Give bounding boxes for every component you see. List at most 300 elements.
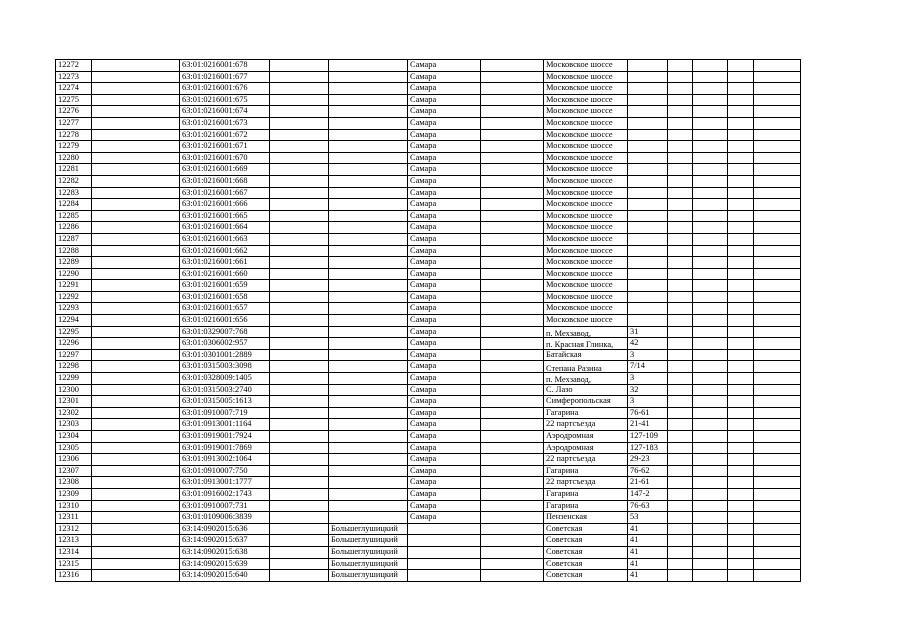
city-name: Самара bbox=[408, 488, 481, 500]
record-number: 12309 bbox=[56, 488, 92, 500]
house-number: 21-41 bbox=[628, 419, 668, 431]
empty-cell bbox=[668, 558, 693, 570]
empty-cell bbox=[481, 431, 544, 443]
empty-cell bbox=[754, 523, 801, 535]
empty-cell bbox=[693, 83, 728, 95]
empty-cell bbox=[481, 546, 544, 558]
empty-cell bbox=[92, 187, 180, 199]
empty-cell bbox=[92, 373, 180, 385]
district-name bbox=[329, 106, 408, 118]
empty-cell bbox=[728, 407, 754, 419]
empty-cell bbox=[728, 187, 754, 199]
house-number: 32 bbox=[628, 384, 668, 396]
house-number bbox=[628, 187, 668, 199]
empty-cell bbox=[693, 396, 728, 408]
empty-cell bbox=[92, 535, 180, 547]
empty-cell bbox=[270, 129, 329, 141]
empty-cell bbox=[668, 175, 693, 187]
cadastral-number: 63:01:0216001:665 bbox=[180, 210, 270, 222]
empty-cell bbox=[270, 338, 329, 350]
empty-cell bbox=[728, 465, 754, 477]
record-number: 12278 bbox=[56, 129, 92, 141]
table-row bbox=[56, 60, 801, 72]
empty-cell bbox=[728, 373, 754, 385]
cadastral-number: 63:01:0315003:2740 bbox=[180, 384, 270, 396]
city-name: Самара bbox=[408, 117, 481, 129]
empty-cell bbox=[668, 94, 693, 106]
empty-cell bbox=[668, 570, 693, 582]
empty-cell bbox=[693, 71, 728, 83]
empty-cell bbox=[693, 338, 728, 350]
empty-cell bbox=[754, 280, 801, 292]
district-name bbox=[329, 199, 408, 211]
cadastral-number: 63:01:0216001:656 bbox=[180, 315, 270, 327]
empty-cell bbox=[668, 233, 693, 245]
empty-cell bbox=[668, 303, 693, 315]
empty-cell bbox=[481, 141, 544, 153]
record-number: 12293 bbox=[56, 303, 92, 315]
empty-cell bbox=[270, 106, 329, 118]
empty-cell bbox=[668, 152, 693, 164]
empty-cell bbox=[728, 419, 754, 431]
empty-cell bbox=[693, 523, 728, 535]
district-name bbox=[329, 280, 408, 292]
cadastral-number: 63:01:0216001:669 bbox=[180, 164, 270, 176]
empty-cell bbox=[728, 222, 754, 234]
street-name: Советская bbox=[544, 535, 628, 547]
empty-cell bbox=[270, 349, 329, 361]
empty-cell bbox=[270, 141, 329, 153]
table-row bbox=[56, 361, 801, 373]
cadastral-number: 63:01:0216001:676 bbox=[180, 83, 270, 95]
city-name: Самара bbox=[408, 407, 481, 419]
empty-cell bbox=[754, 175, 801, 187]
empty-cell bbox=[270, 500, 329, 512]
empty-cell bbox=[92, 419, 180, 431]
district-name bbox=[329, 257, 408, 269]
cadastral-number: 63:01:0216001:672 bbox=[180, 129, 270, 141]
house-number bbox=[628, 199, 668, 211]
empty-cell bbox=[92, 477, 180, 489]
house-number bbox=[628, 164, 668, 176]
district-name bbox=[329, 141, 408, 153]
empty-cell bbox=[754, 117, 801, 129]
street-name: Советская bbox=[544, 523, 628, 535]
empty-cell bbox=[668, 106, 693, 118]
empty-cell bbox=[668, 454, 693, 466]
district-name bbox=[329, 384, 408, 396]
empty-cell bbox=[693, 512, 728, 524]
table-row bbox=[56, 500, 801, 512]
street-name: Советская bbox=[544, 546, 628, 558]
city-name: Самара bbox=[408, 152, 481, 164]
house-number: 7/14 bbox=[628, 361, 668, 373]
city-name: Самара bbox=[408, 500, 481, 512]
empty-cell bbox=[693, 419, 728, 431]
empty-cell bbox=[668, 164, 693, 176]
empty-cell bbox=[728, 488, 754, 500]
city-name bbox=[408, 558, 481, 570]
district-name bbox=[329, 361, 408, 373]
empty-cell bbox=[270, 117, 329, 129]
empty-cell bbox=[270, 315, 329, 327]
record-number: 12290 bbox=[56, 268, 92, 280]
table-row bbox=[56, 280, 801, 292]
empty-cell bbox=[668, 442, 693, 454]
district-name bbox=[329, 152, 408, 164]
empty-cell bbox=[270, 523, 329, 535]
table-row bbox=[56, 431, 801, 443]
empty-cell bbox=[693, 535, 728, 547]
empty-cell bbox=[481, 535, 544, 547]
record-number: 12304 bbox=[56, 431, 92, 443]
street-name: Степана Разина bbox=[544, 361, 628, 373]
city-name: Самара bbox=[408, 233, 481, 245]
empty-cell bbox=[668, 512, 693, 524]
cadastral-number: 63:01:0329007:768 bbox=[180, 326, 270, 338]
empty-cell bbox=[668, 199, 693, 211]
empty-cell bbox=[728, 291, 754, 303]
record-number: 12277 bbox=[56, 117, 92, 129]
empty-cell bbox=[481, 117, 544, 129]
table-row bbox=[56, 465, 801, 477]
house-number bbox=[628, 280, 668, 292]
empty-cell bbox=[481, 71, 544, 83]
cadastral-number: 63:01:0301001:2889 bbox=[180, 349, 270, 361]
empty-cell bbox=[693, 141, 728, 153]
house-number bbox=[628, 222, 668, 234]
empty-cell bbox=[270, 187, 329, 199]
empty-cell bbox=[481, 280, 544, 292]
empty-cell bbox=[728, 349, 754, 361]
city-name: Самара bbox=[408, 164, 481, 176]
empty-cell bbox=[668, 268, 693, 280]
empty-cell bbox=[92, 326, 180, 338]
empty-cell bbox=[92, 141, 180, 153]
empty-cell bbox=[728, 326, 754, 338]
house-number bbox=[628, 141, 668, 153]
street-name: 22 партсъезда bbox=[544, 477, 628, 489]
empty-cell bbox=[693, 570, 728, 582]
empty-cell bbox=[668, 384, 693, 396]
records-table bbox=[55, 59, 801, 582]
cadastral-number: 63:01:0919001:7924 bbox=[180, 431, 270, 443]
cadastral-number: 63:01:0913001:1164 bbox=[180, 419, 270, 431]
empty-cell bbox=[693, 106, 728, 118]
cadastral-number: 63:14:0902015:640 bbox=[180, 570, 270, 582]
empty-cell bbox=[693, 442, 728, 454]
empty-cell bbox=[754, 338, 801, 350]
empty-cell bbox=[481, 315, 544, 327]
district-name bbox=[329, 338, 408, 350]
empty-cell bbox=[693, 117, 728, 129]
empty-cell bbox=[270, 431, 329, 443]
table-row bbox=[56, 152, 801, 164]
cadastral-number: 63:01:0216001:657 bbox=[180, 303, 270, 315]
city-name bbox=[408, 570, 481, 582]
street-name: п. Красная Глинка, bbox=[544, 338, 628, 350]
empty-cell bbox=[92, 303, 180, 315]
street-name: Московское шоссе bbox=[544, 222, 628, 234]
empty-cell bbox=[270, 199, 329, 211]
empty-cell bbox=[754, 558, 801, 570]
empty-cell bbox=[92, 315, 180, 327]
street-name: Гагарина bbox=[544, 465, 628, 477]
table-row bbox=[56, 303, 801, 315]
table-row bbox=[56, 558, 801, 570]
empty-cell bbox=[270, 291, 329, 303]
record-number: 12300 bbox=[56, 384, 92, 396]
cadastral-number: 63:14:0902015:638 bbox=[180, 546, 270, 558]
empty-cell bbox=[728, 442, 754, 454]
table-row bbox=[56, 257, 801, 269]
empty-cell bbox=[481, 222, 544, 234]
empty-cell bbox=[728, 431, 754, 443]
empty-cell bbox=[481, 60, 544, 72]
record-number: 12301 bbox=[56, 396, 92, 408]
empty-cell bbox=[270, 535, 329, 547]
empty-cell bbox=[728, 175, 754, 187]
district-name bbox=[329, 60, 408, 72]
table-row bbox=[56, 106, 801, 118]
empty-cell bbox=[728, 71, 754, 83]
record-number: 12311 bbox=[56, 512, 92, 524]
empty-cell bbox=[92, 338, 180, 350]
empty-cell bbox=[754, 83, 801, 95]
empty-cell bbox=[728, 523, 754, 535]
empty-cell bbox=[693, 500, 728, 512]
empty-cell bbox=[481, 500, 544, 512]
empty-cell bbox=[270, 94, 329, 106]
cadastral-number: 63:01:0913002:1064 bbox=[180, 454, 270, 466]
street-name: Симферопольская bbox=[544, 396, 628, 408]
empty-cell bbox=[754, 199, 801, 211]
empty-cell bbox=[92, 291, 180, 303]
house-number: 41 bbox=[628, 535, 668, 547]
table-body bbox=[56, 60, 801, 582]
empty-cell bbox=[270, 257, 329, 269]
street-name: Московское шоссе bbox=[544, 83, 628, 95]
empty-cell bbox=[754, 488, 801, 500]
street-name: С. Лазо bbox=[544, 384, 628, 396]
district-name bbox=[329, 129, 408, 141]
cadastral-number: 63:01:0109006:3839 bbox=[180, 512, 270, 524]
district-name bbox=[329, 187, 408, 199]
empty-cell bbox=[668, 60, 693, 72]
empty-cell bbox=[668, 326, 693, 338]
street-name: Московское шоссе bbox=[544, 199, 628, 211]
empty-cell bbox=[728, 500, 754, 512]
table-row bbox=[56, 349, 801, 361]
city-name: Самара bbox=[408, 187, 481, 199]
table-row bbox=[56, 396, 801, 408]
table-row bbox=[56, 535, 801, 547]
street-name: Гагарина bbox=[544, 407, 628, 419]
record-number: 12292 bbox=[56, 291, 92, 303]
empty-cell bbox=[693, 152, 728, 164]
house-number bbox=[628, 60, 668, 72]
empty-cell bbox=[481, 396, 544, 408]
city-name: Самара bbox=[408, 83, 481, 95]
house-number: 127-183 bbox=[628, 442, 668, 454]
cadastral-number: 63:01:0910007:719 bbox=[180, 407, 270, 419]
record-number: 12302 bbox=[56, 407, 92, 419]
empty-cell bbox=[270, 546, 329, 558]
empty-cell bbox=[693, 280, 728, 292]
empty-cell bbox=[92, 129, 180, 141]
empty-cell bbox=[754, 384, 801, 396]
empty-cell bbox=[270, 512, 329, 524]
empty-cell bbox=[92, 407, 180, 419]
empty-cell bbox=[693, 431, 728, 443]
empty-cell bbox=[693, 222, 728, 234]
house-number bbox=[628, 233, 668, 245]
table-row bbox=[56, 71, 801, 83]
city-name: Самара bbox=[408, 326, 481, 338]
table-row bbox=[56, 338, 801, 350]
city-name: Самара bbox=[408, 291, 481, 303]
district-name bbox=[329, 83, 408, 95]
table-row bbox=[56, 199, 801, 211]
empty-cell bbox=[481, 338, 544, 350]
record-number: 12281 bbox=[56, 164, 92, 176]
table-row bbox=[56, 384, 801, 396]
empty-cell bbox=[668, 488, 693, 500]
city-name: Самара bbox=[408, 454, 481, 466]
empty-cell bbox=[668, 361, 693, 373]
record-number: 12279 bbox=[56, 141, 92, 153]
empty-cell bbox=[693, 488, 728, 500]
empty-cell bbox=[728, 164, 754, 176]
empty-cell bbox=[481, 187, 544, 199]
empty-cell bbox=[668, 210, 693, 222]
empty-cell bbox=[270, 175, 329, 187]
district-name bbox=[329, 175, 408, 187]
cadastral-number: 63:01:0216001:671 bbox=[180, 141, 270, 153]
empty-cell bbox=[668, 257, 693, 269]
district-name bbox=[329, 291, 408, 303]
empty-cell bbox=[668, 315, 693, 327]
house-number bbox=[628, 315, 668, 327]
cadastral-number: 63:01:0216001:660 bbox=[180, 268, 270, 280]
empty-cell bbox=[481, 558, 544, 570]
cadastral-number: 63:01:0919001:7869 bbox=[180, 442, 270, 454]
district-name bbox=[329, 349, 408, 361]
empty-cell bbox=[754, 315, 801, 327]
street-name: Московское шоссе bbox=[544, 303, 628, 315]
district-name bbox=[329, 454, 408, 466]
empty-cell bbox=[668, 338, 693, 350]
empty-cell bbox=[728, 94, 754, 106]
empty-cell bbox=[693, 454, 728, 466]
empty-cell bbox=[754, 210, 801, 222]
cadastral-number: 63:01:0216001:659 bbox=[180, 280, 270, 292]
empty-cell bbox=[668, 129, 693, 141]
city-name: Самара bbox=[408, 94, 481, 106]
empty-cell bbox=[481, 349, 544, 361]
empty-cell bbox=[728, 477, 754, 489]
table-row bbox=[56, 222, 801, 234]
empty-cell bbox=[668, 280, 693, 292]
house-number bbox=[628, 117, 668, 129]
street-name: Пензенская bbox=[544, 512, 628, 524]
empty-cell bbox=[270, 152, 329, 164]
record-number: 12308 bbox=[56, 477, 92, 489]
empty-cell bbox=[270, 268, 329, 280]
empty-cell bbox=[754, 303, 801, 315]
table-row bbox=[56, 117, 801, 129]
house-number: 29-23 bbox=[628, 454, 668, 466]
empty-cell bbox=[754, 373, 801, 385]
empty-cell bbox=[754, 164, 801, 176]
empty-cell bbox=[92, 233, 180, 245]
empty-cell bbox=[754, 512, 801, 524]
record-number: 12286 bbox=[56, 222, 92, 234]
house-number: 76-61 bbox=[628, 407, 668, 419]
house-number bbox=[628, 106, 668, 118]
street-name: Московское шоссе bbox=[544, 141, 628, 153]
city-name bbox=[408, 535, 481, 547]
city-name: Самара bbox=[408, 384, 481, 396]
street-name: Московское шоссе bbox=[544, 94, 628, 106]
house-number: 147-2 bbox=[628, 488, 668, 500]
street-name: Московское шоссе bbox=[544, 280, 628, 292]
empty-cell bbox=[754, 465, 801, 477]
empty-cell bbox=[754, 361, 801, 373]
table-row bbox=[56, 291, 801, 303]
cadastral-number: 63:01:0216001:677 bbox=[180, 71, 270, 83]
empty-cell bbox=[668, 419, 693, 431]
empty-cell bbox=[92, 222, 180, 234]
empty-cell bbox=[481, 175, 544, 187]
city-name: Самара bbox=[408, 106, 481, 118]
empty-cell bbox=[754, 106, 801, 118]
house-number bbox=[628, 129, 668, 141]
empty-cell bbox=[754, 268, 801, 280]
district-name bbox=[329, 465, 408, 477]
city-name: Самара bbox=[408, 245, 481, 257]
empty-cell bbox=[728, 361, 754, 373]
cadastral-number: 63:01:0216001:664 bbox=[180, 222, 270, 234]
record-number: 12314 bbox=[56, 546, 92, 558]
empty-cell bbox=[728, 535, 754, 547]
empty-cell bbox=[668, 396, 693, 408]
house-number: 21-61 bbox=[628, 477, 668, 489]
empty-cell bbox=[728, 546, 754, 558]
empty-cell bbox=[270, 303, 329, 315]
empty-cell bbox=[92, 83, 180, 95]
city-name: Самара bbox=[408, 60, 481, 72]
house-number: 3 bbox=[628, 396, 668, 408]
record-number: 12285 bbox=[56, 210, 92, 222]
empty-cell bbox=[481, 257, 544, 269]
house-number bbox=[628, 94, 668, 106]
city-name: Самара bbox=[408, 396, 481, 408]
house-number bbox=[628, 303, 668, 315]
empty-cell bbox=[92, 442, 180, 454]
empty-cell bbox=[481, 94, 544, 106]
street-name: Московское шоссе bbox=[544, 164, 628, 176]
city-name: Самара bbox=[408, 477, 481, 489]
table-row bbox=[56, 326, 801, 338]
city-name: Самара bbox=[408, 512, 481, 524]
empty-cell bbox=[728, 83, 754, 95]
empty-cell bbox=[92, 117, 180, 129]
record-number: 12272 bbox=[56, 60, 92, 72]
cadastral-number: 63:01:0216001:666 bbox=[180, 199, 270, 211]
street-name: Московское шоссе bbox=[544, 106, 628, 118]
table-row bbox=[56, 570, 801, 582]
